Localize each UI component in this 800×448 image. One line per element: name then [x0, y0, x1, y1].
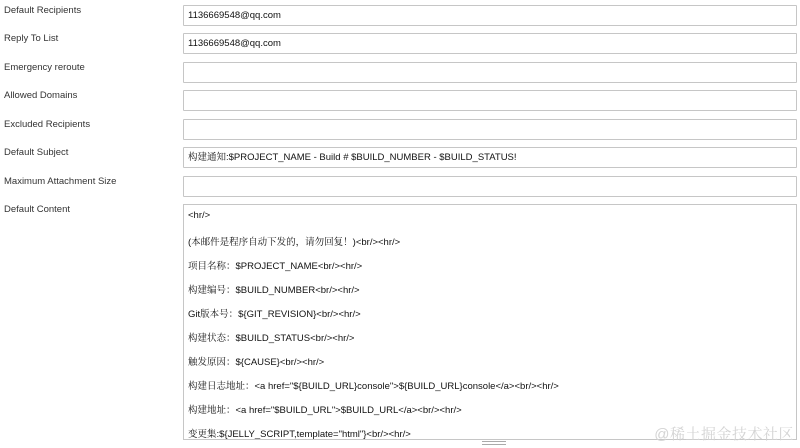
content-line: 构建状态：$BUILD_STATUS<br/><hr/> — [188, 333, 355, 344]
default-content-textarea[interactable] — [183, 204, 797, 440]
field-label: Maximum Attachment Size — [4, 176, 117, 187]
field-row-default-subject — [0, 147, 800, 173]
field-label: Default Recipients — [4, 5, 82, 16]
watermark: @稀土掘金技术社区 — [654, 426, 794, 443]
field-row-default-recipients — [0, 5, 800, 31]
allowed-domains-input[interactable] — [183, 90, 797, 111]
reply-to-list-input[interactable]: 1136669548@qq.com — [183, 33, 797, 54]
emergency-reroute-input[interactable] — [183, 62, 797, 83]
content-line: 构建日志地址：<a href="${BUILD_URL}console">${BUILD_URL}console</a><br/><hr/> — [188, 381, 559, 392]
field-label: Reply To List — [4, 33, 59, 44]
field-row-allowed-domains — [0, 90, 800, 116]
field-row-reply-to-list — [0, 33, 800, 59]
excluded-recipients-input[interactable] — [183, 119, 797, 140]
content-line: 变更集:${JELLY_SCRIPT,template="html"}<br/><hr/> — [188, 429, 411, 440]
content-line: 触发原因：${CAUSE}<br/><hr/> — [188, 357, 325, 368]
content-line: (本邮件是程序自动下发的，请勿回复！)<br/><hr/> — [188, 237, 401, 248]
content-line: 构建编号：$BUILD_NUMBER<br/><hr/> — [188, 285, 360, 296]
field-label: Allowed Domains — [4, 90, 78, 101]
field-label: Excluded Recipients — [4, 119, 91, 130]
default-recipients-input[interactable]: 1136669548@qq.com — [183, 5, 797, 26]
max-attachment-size-input[interactable] — [183, 176, 797, 197]
content-line: <hr/> — [188, 210, 211, 221]
field-row-excluded-recipients — [0, 119, 800, 145]
textarea-resize-handle[interactable] — [482, 441, 506, 445]
default-subject-input[interactable]: 构建通知:$PROJECT_NAME - Build # $BUILD_NUMBER - $BUILD_STATUS! — [183, 147, 797, 168]
field-row-emergency-reroute — [0, 62, 800, 88]
content-line: Git版本号：${GIT_REVISION}<br/><hr/> — [188, 309, 361, 320]
content-line: 项目名称：$PROJECT_NAME<br/><hr/> — [188, 261, 363, 272]
content-line: 构建地址：<a href="$BUILD_URL">$BUILD_URL</a><br/><hr/> — [188, 405, 462, 416]
field-row-max-attachment-size — [0, 176, 800, 202]
default-content-label: Default Content — [4, 204, 71, 215]
field-label: Default Subject — [4, 147, 69, 158]
field-label: Emergency reroute — [4, 62, 85, 73]
